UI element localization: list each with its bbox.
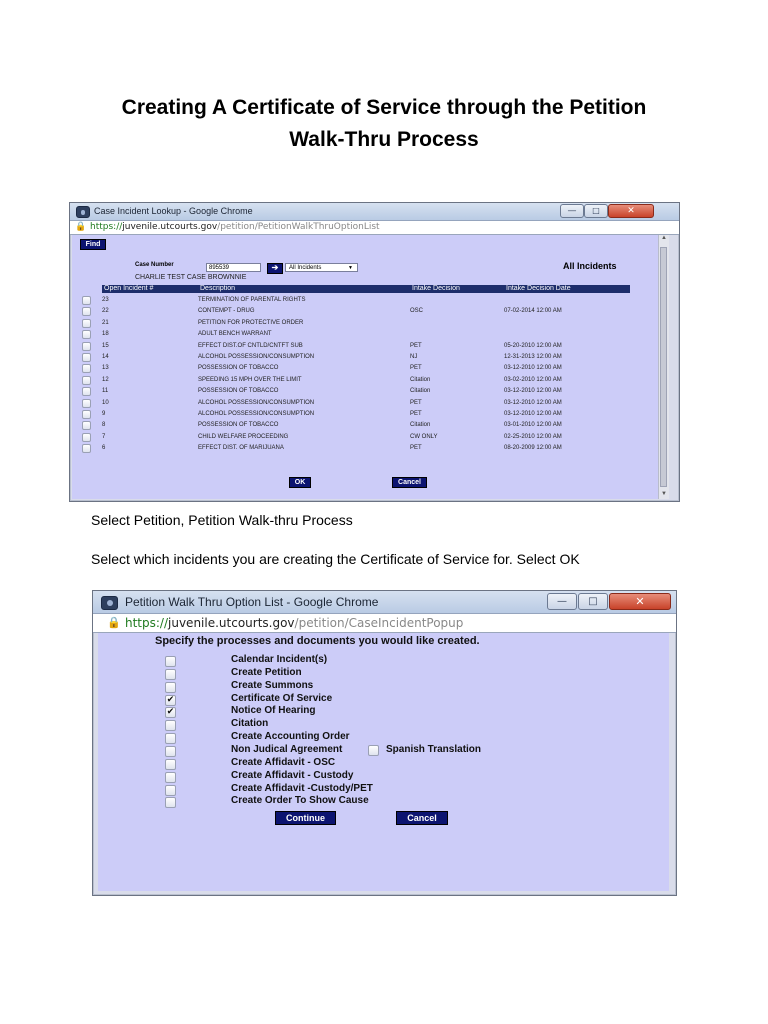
incident-description: ALCOHOL POSSESSION/CONSUMPTION xyxy=(198,399,315,406)
find-button[interactable]: Find xyxy=(80,239,106,250)
table-row[interactable] xyxy=(72,420,632,431)
continue-button[interactable]: Continue xyxy=(275,811,336,825)
table-row[interactable] xyxy=(72,363,632,374)
incident-filter-select[interactable] xyxy=(285,263,358,272)
all-incidents-heading: All Incidents xyxy=(563,261,617,271)
table-row[interactable] xyxy=(72,386,632,397)
lookup-content xyxy=(72,235,669,499)
table-row[interactable] xyxy=(72,352,632,363)
intake-decision: OSC xyxy=(410,308,424,315)
maximize-button[interactable]: □ xyxy=(584,204,608,218)
intake-decision-date: 03-02-2010 12:00 AM xyxy=(504,376,562,383)
url-path: /petition/CaseIncidentPopup xyxy=(294,616,464,630)
incident-checkbox[interactable] xyxy=(82,319,91,328)
table-row[interactable] xyxy=(72,341,632,352)
incident-description: ALCOHOL POSSESSION/CONSUMPTION xyxy=(198,411,315,417)
window-title: Case Incident Lookup - Google Chrome xyxy=(94,206,253,216)
instruction-paragraph-2: Select which incidents you are creating the Certificate of Service for. Select OK xyxy=(91,551,580,567)
case-number-label: Case Number xyxy=(135,262,174,268)
incident-checkbox[interactable] xyxy=(82,330,91,339)
incident-number: 10 xyxy=(102,399,109,406)
title-line-2: Walk-Thru Process xyxy=(289,128,479,151)
document-title xyxy=(60,92,708,156)
incident-checkbox[interactable] xyxy=(82,342,91,351)
incident-description: EFFECT DIST. OF MARIJUANA xyxy=(198,445,284,452)
option-checkbox[interactable] xyxy=(165,746,176,757)
incident-number: 21 xyxy=(102,319,109,326)
option-checkbox[interactable] xyxy=(165,772,176,783)
intake-decision-date: 08-20-2009 12:00 AM xyxy=(504,445,562,452)
cancel-button[interactable]: Cancel xyxy=(396,811,448,825)
option-label: Create Petition xyxy=(231,666,302,678)
arrow-right-icon: ➔ xyxy=(271,263,279,272)
window-titlebar xyxy=(93,591,676,614)
incident-number: 6 xyxy=(102,445,106,452)
url-host: juvenile.utcourts.gov xyxy=(122,222,218,232)
incident-number: 7 xyxy=(102,433,106,440)
go-arrow-button[interactable] xyxy=(267,263,283,274)
table-row[interactable] xyxy=(72,375,632,386)
option-label: Create Accounting Order xyxy=(231,731,350,743)
incident-description: POSSESSION OF TOBACCO xyxy=(198,422,279,429)
incident-number: 18 xyxy=(102,331,109,338)
incident-checkbox[interactable] xyxy=(82,399,91,408)
option-checkbox[interactable]: ✔ xyxy=(166,707,175,718)
incident-description: ALCOHOL POSSESSION/CONSUMPTION xyxy=(198,354,315,360)
intake-decision: Citation xyxy=(410,388,431,395)
scroll-down-arrow-icon[interactable]: ▼ xyxy=(661,491,667,497)
window-titlebar xyxy=(70,203,679,221)
intake-decision: PET xyxy=(410,445,422,452)
options-heading: Specify the processes and documents you would like created. xyxy=(155,635,480,647)
case-incident-lookup-window xyxy=(69,202,680,502)
spanish-translation-label: Spanish Translation xyxy=(386,743,482,755)
options-list xyxy=(98,633,669,833)
incident-description: PETITION FOR PROTECTIVE ORDER xyxy=(198,319,304,326)
col-intake-decision[interactable]: Intake Decision xyxy=(412,285,460,292)
spanish-translation-checkbox[interactable] xyxy=(368,745,379,756)
option-label: Create Affidavit -Custody/PET xyxy=(231,782,373,794)
intake-decision-date: 03-01-2010 12:00 AM xyxy=(504,422,562,429)
incident-checkbox[interactable] xyxy=(82,410,91,419)
instruction-paragraph-1: Select Petition, Petition Walk-thru Process xyxy=(91,512,353,528)
table-row[interactable] xyxy=(72,432,632,443)
table-row[interactable] xyxy=(72,443,632,454)
incident-checkbox[interactable] xyxy=(82,296,91,305)
table-row[interactable] xyxy=(72,329,632,340)
intake-decision: PET xyxy=(410,342,422,349)
vertical-scrollbar[interactable] xyxy=(658,235,669,499)
ok-button[interactable]: OK xyxy=(289,477,311,488)
table-row[interactable] xyxy=(72,409,632,420)
page-url[interactable] xyxy=(125,614,463,632)
incident-checkbox[interactable] xyxy=(82,387,91,396)
option-checkbox[interactable] xyxy=(165,720,176,731)
option-label: Create Summons xyxy=(231,679,314,691)
incident-description: POSSESSION OF TOBACCO xyxy=(198,365,279,372)
intake-decision: Citation xyxy=(410,422,431,429)
url-scheme: https:// xyxy=(90,222,123,232)
case-number-input[interactable]: 895539 xyxy=(206,263,261,272)
intake-decision: PET xyxy=(410,365,422,372)
option-label: Create Affidavit - Custody xyxy=(231,769,354,781)
incident-number: 12 xyxy=(102,376,109,383)
option-label: Calendar Incident(s) xyxy=(231,654,328,665)
intake-decision-date: 05-20-2010 12:00 AM xyxy=(504,342,562,349)
url-path: /petition/PetitionWalkThruOptionList xyxy=(217,222,380,232)
table-row[interactable] xyxy=(72,398,632,409)
incident-checkbox[interactable] xyxy=(82,421,91,430)
incident-number: 22 xyxy=(102,308,109,315)
intake-decision-date: 12-31-2013 12:00 AM xyxy=(504,354,562,360)
intake-decision-date: 03-12-2010 12:00 AM xyxy=(504,411,562,417)
option-label: Create Order To Show Cause xyxy=(231,795,369,807)
intake-decision-date: 02-25-2010 12:00 AM xyxy=(504,433,562,440)
incident-checkbox[interactable] xyxy=(82,376,91,385)
option-checkbox[interactable] xyxy=(165,682,176,693)
col-intake-decision-date[interactable]: Intake Decision Date xyxy=(506,285,571,292)
chevron-down-icon: ▼ xyxy=(348,265,353,271)
incident-number: 13 xyxy=(102,365,109,372)
intake-decision-date: 03-12-2010 12:00 AM xyxy=(504,399,562,406)
incident-table-body xyxy=(72,295,632,455)
incident-description: ADULT BENCH WARRANT xyxy=(198,331,272,338)
intake-decision-date: 03-12-2010 12:00 AM xyxy=(504,365,562,372)
minimize-button[interactable]: — xyxy=(560,204,584,218)
incident-description: SPEEDING 15 MPH OVER THE LIMIT xyxy=(198,376,302,383)
option-label: Certificate Of Service xyxy=(231,692,333,704)
url-scheme: https:// xyxy=(125,616,169,630)
incident-table-header xyxy=(102,285,630,293)
chrome-app-icon xyxy=(76,206,90,218)
incident-checkbox[interactable] xyxy=(82,353,91,362)
option-checkbox[interactable] xyxy=(165,733,176,744)
incident-number: 14 xyxy=(102,354,109,360)
cancel-button[interactable]: Cancel xyxy=(392,477,427,488)
option-label: Non Judical Agreement xyxy=(231,743,343,755)
intake-decision: PET xyxy=(410,411,422,417)
incident-description: TERMINATION OF PARENTAL RIGHTS xyxy=(198,297,306,303)
option-checkbox[interactable] xyxy=(165,797,176,808)
close-button[interactable]: ✕ xyxy=(609,593,671,610)
scrollbar-thumb[interactable] xyxy=(660,247,667,487)
incident-number: 9 xyxy=(102,411,106,417)
incident-number: 8 xyxy=(102,422,106,429)
table-row[interactable] xyxy=(72,295,632,306)
chrome-app-icon xyxy=(101,596,118,610)
close-button[interactable]: ✕ xyxy=(608,204,654,218)
minimize-button[interactable]: — xyxy=(547,593,577,610)
option-checkbox[interactable]: ✔ xyxy=(166,694,175,705)
lock-icon: 🔒 xyxy=(75,222,87,232)
option-label: Citation xyxy=(231,718,269,730)
address-bar[interactable] xyxy=(70,221,679,235)
page-url[interactable] xyxy=(90,221,380,234)
window-title: Petition Walk Thru Option List - Google Chrome xyxy=(125,595,379,609)
intake-decision: NJ xyxy=(410,354,418,360)
col-description[interactable]: Description xyxy=(200,285,236,292)
option-checkbox[interactable] xyxy=(165,759,176,770)
incident-checkbox[interactable] xyxy=(82,444,91,453)
option-label: Notice Of Hearing xyxy=(231,705,316,717)
intake-decision-date: 03-12-2010 12:00 AM xyxy=(504,388,562,395)
incident-checkbox[interactable] xyxy=(82,433,91,442)
address-bar[interactable] xyxy=(93,614,676,633)
intake-decision: Citation xyxy=(410,376,431,383)
scroll-up-arrow-icon[interactable]: ▲ xyxy=(661,235,667,241)
incident-number: 23 xyxy=(102,297,109,303)
option-checkbox[interactable] xyxy=(165,785,176,796)
option-checkbox[interactable] xyxy=(165,669,176,680)
incident-filter-value: All Incidents xyxy=(289,265,322,271)
intake-decision-date: 07-02-2014 12:00 AM xyxy=(504,308,562,315)
intake-decision: CW ONLY xyxy=(410,433,438,440)
url-host: juvenile.utcourts.gov xyxy=(168,616,295,630)
incident-description: CHILD WELFARE PROCEEDING xyxy=(198,433,289,440)
incident-checkbox[interactable] xyxy=(82,307,91,316)
table-row[interactable] xyxy=(72,318,632,329)
case-name: CHARLIE TEST CASE BROWNNIE xyxy=(135,274,247,281)
title-line-1: Creating A Certificate of Service through the Petition xyxy=(121,96,647,119)
incident-number: 15 xyxy=(102,342,109,349)
incident-description: POSSESSION OF TOBACCO xyxy=(198,388,279,395)
incident-number: 11 xyxy=(102,388,109,395)
options-content xyxy=(98,633,669,891)
lock-icon: 🔒 xyxy=(107,616,121,629)
incident-checkbox[interactable] xyxy=(82,364,91,373)
col-open-incident[interactable]: Open Incident # xyxy=(104,285,154,292)
incident-description: EFFECT DIST.OF CNTLD/CNTFT SUB xyxy=(198,342,303,349)
maximize-button[interactable]: □ xyxy=(578,593,608,610)
intake-decision: PET xyxy=(410,399,422,406)
option-label: Create Affidavit - OSC xyxy=(231,756,336,768)
option-checkbox[interactable] xyxy=(165,656,176,667)
incident-description: CONTEMPT - DRUG xyxy=(198,308,255,315)
table-row[interactable] xyxy=(72,306,632,317)
petition-walk-thru-window xyxy=(92,590,677,896)
